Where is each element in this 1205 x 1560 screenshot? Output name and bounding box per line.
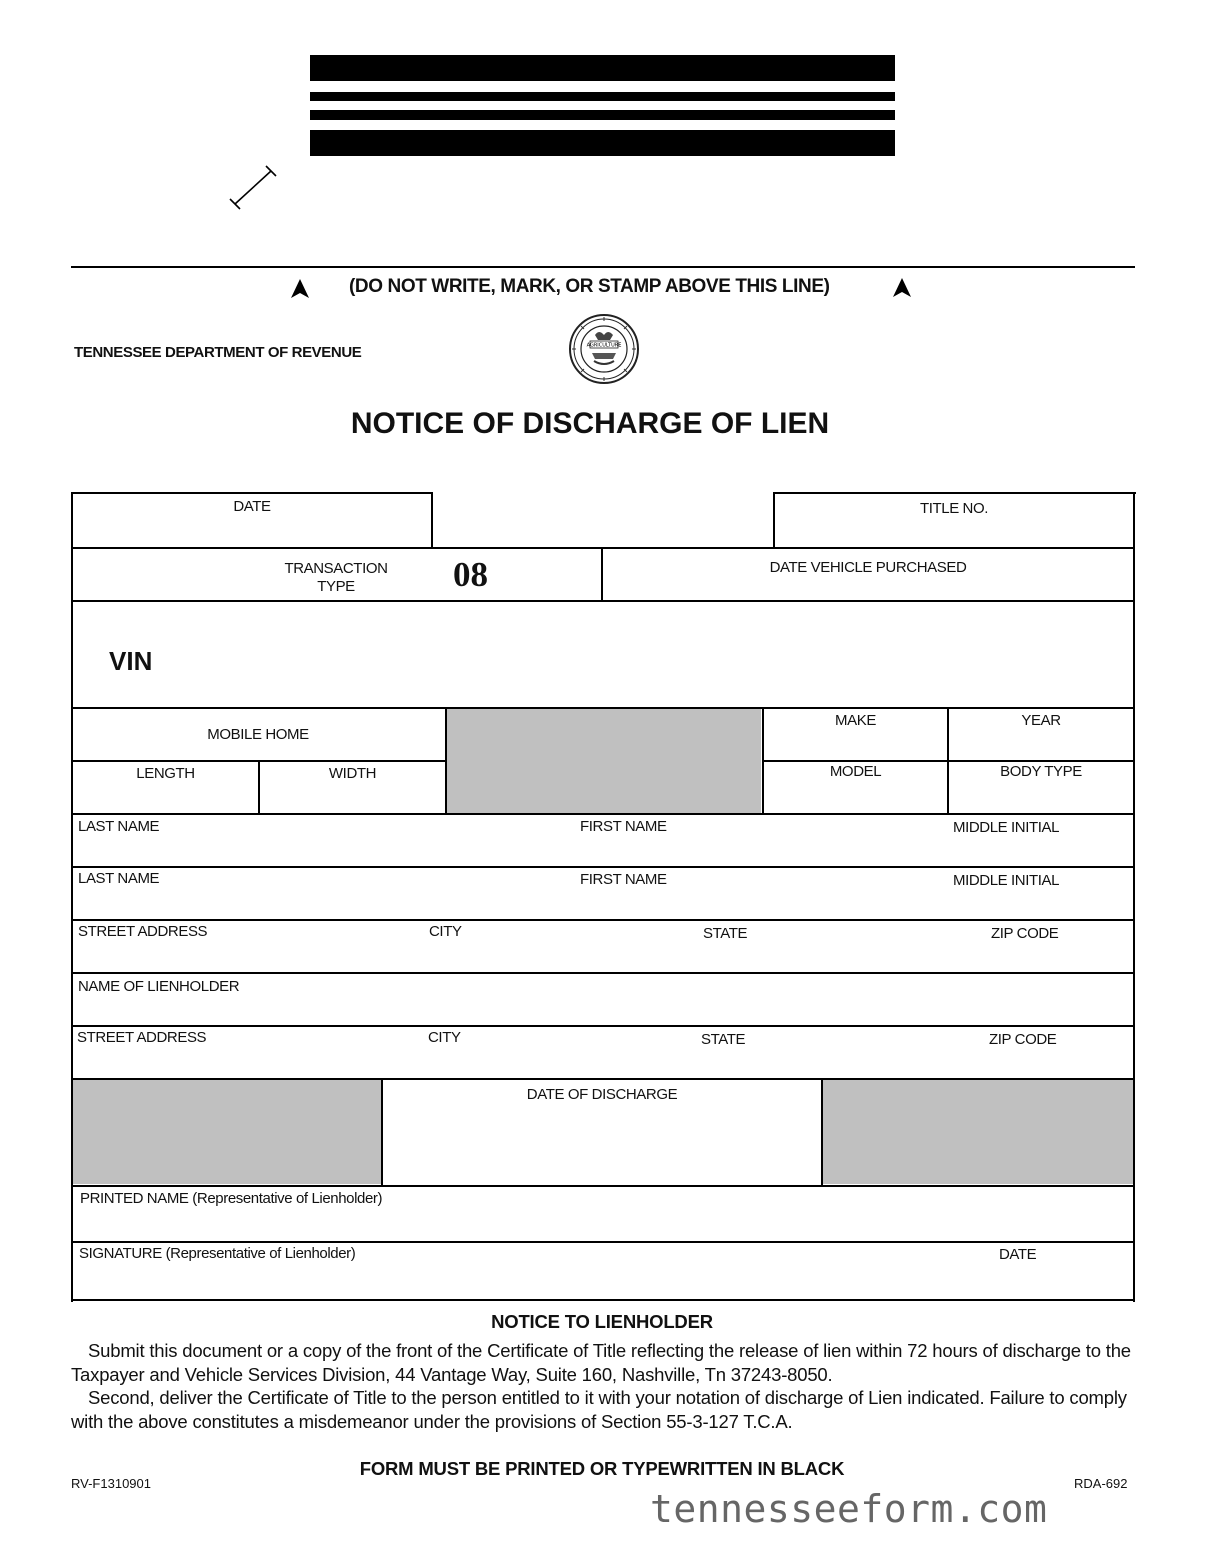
vin-field[interactable] [160,640,1120,680]
department-name: TENNESSEE DEPARTMENT OF REVENUE [74,344,362,361]
lienholder-address-field[interactable] [75,1050,1130,1076]
row-border [71,972,1135,974]
do-not-write-notice: (DO NOT WRITE, MARK, OR STAMP ABOVE THIS LINE) [349,276,830,297]
lienholder-street-address-label: STREET ADDRESS [77,1029,207,1046]
owner1-first-name-label: FIRST NAME [580,818,667,835]
transaction-type-label [271,560,401,596]
date-of-discharge-field[interactable] [386,1110,818,1180]
title-no-field[interactable] [775,520,1131,546]
length-label: LENGTH [136,765,195,782]
title-no-label: TITLE NO. [919,500,989,517]
printed-name-label: PRINTED NAME (Representative of Lienholder) [80,1190,383,1207]
row-border [71,1025,1135,1027]
make-field[interactable] [766,732,944,758]
printed-name-field[interactable] [75,1212,1130,1238]
row-border [762,760,1135,762]
date-vehicle-purchased-field[interactable] [605,578,1131,600]
vin-label: VIN [109,646,153,676]
lienholder-name-label: NAME OF LIENHOLDER [78,978,240,995]
owner2-middle-initial-label: MIDDLE INITIAL [953,872,1060,889]
owner-street-address-label: STREET ADDRESS [78,923,208,940]
transaction-label-line-1: TRANSACTION [284,560,388,577]
date-label: DATE [233,498,271,515]
watermark: tennesseeform.com [650,1487,1048,1531]
model-field[interactable] [766,785,944,811]
year-label: YEAR [1021,712,1061,729]
signature-date-field[interactable] [985,1268,1130,1296]
row-border [71,600,1135,602]
lienholder-name-field[interactable] [75,998,1130,1024]
notice-heading: NOTICE TO LIENHOLDER [491,1311,713,1332]
notice-paragraph-2: Second, deliver the Certificate of Title to the person entitled to it with your notation of discharge of Lien indicated. Failure to comply with the above constitutes a misdemeanor under the provisions of Section 55-3-127 T.C.A. [71,1387,1127,1432]
signature-field[interactable] [75,1268,975,1296]
row-border [773,492,1136,494]
lienholder-city-label: CITY [428,1029,461,1046]
mobile-home-label: MOBILE HOME [207,726,309,743]
lienholder-zip-code-label: ZIP CODE [989,1031,1057,1048]
date-of-discharge-label: DATE OF DISCHARGE [526,1086,678,1103]
shaded-block [447,709,761,813]
scan-registration-mark [226,160,280,214]
row-border [71,866,1135,868]
page-title: NOTICE OF DISCHARGE OF LIEN [350,407,830,440]
body-type-label: BODY TYPE [1000,763,1082,780]
barcode-bar-thin-1 [310,92,895,101]
notice-paragraph-1: Submit this document or a copy of the front of the Certificate of Title reflecting the release of lien within 72 hours of discharge to the Taxpayer and Vehicle Services Division, 44 Vantage Way, Suite 160, Nashville, Tn 37243-8050. [71,1340,1131,1385]
row-border [71,492,433,494]
owner2-first-name-label: FIRST NAME [580,871,667,888]
model-label: MODEL [829,763,882,780]
width-label: WIDTH [328,765,377,782]
make-label: MAKE [835,712,876,729]
owner2-name-field[interactable] [75,891,1130,917]
row-border [71,1241,1135,1243]
up-arrow-icon [891,277,913,299]
owner-address-field[interactable] [75,944,1130,970]
date-field[interactable] [73,520,429,546]
shaded-block [823,1080,1133,1184]
owner2-last-name-label: LAST NAME [78,870,160,887]
date-right-border [431,492,433,548]
owner-zip-code-label: ZIP CODE [991,925,1059,942]
owner1-name-field[interactable] [75,838,1130,864]
signature-date-label: DATE [999,1246,1037,1263]
rda-code: RDA-692 [1074,1476,1128,1491]
do-not-write-line [71,266,1135,268]
seal-text: AGRICULTURE [586,342,622,349]
owner-state-label: STATE [703,925,748,942]
form-right-border [1133,492,1135,1302]
owner1-middle-initial-label: MIDDLE INITIAL [953,819,1060,836]
row-border [71,1185,1135,1187]
length-field[interactable] [75,785,255,811]
date-vehicle-purchased-label: DATE VEHICLE PURCHASED [769,559,967,576]
signature-label: SIGNATURE (Representative of Lienholder) [79,1245,356,1262]
barcode-bar-thin-2 [310,110,895,120]
transaction-type-value: 08 [453,555,488,594]
transaction-label-line-2: TYPE [317,578,355,595]
width-field[interactable] [262,785,442,811]
cell-divider [821,1078,823,1186]
form-code: RV-F1310901 [71,1476,151,1491]
print-instruction: FORM MUST BE PRINTED OR TYPEWRITTEN IN BLACK [359,1458,845,1479]
owner1-last-name-label: LAST NAME [78,818,160,835]
row-border [71,813,1135,815]
year-field[interactable] [951,732,1131,758]
tennessee-state-seal [568,313,640,385]
shaded-block [73,1080,381,1184]
form-bottom-border [71,1299,1135,1301]
up-arrow-icon [289,278,311,300]
body-type-field[interactable] [951,785,1131,811]
lienholder-state-label: STATE [701,1031,746,1048]
barcode-bar-top [310,55,895,81]
owner-city-label: CITY [429,923,462,940]
row-border [71,919,1135,921]
row-border [71,547,1135,549]
barcode-bar-bottom [310,130,895,156]
